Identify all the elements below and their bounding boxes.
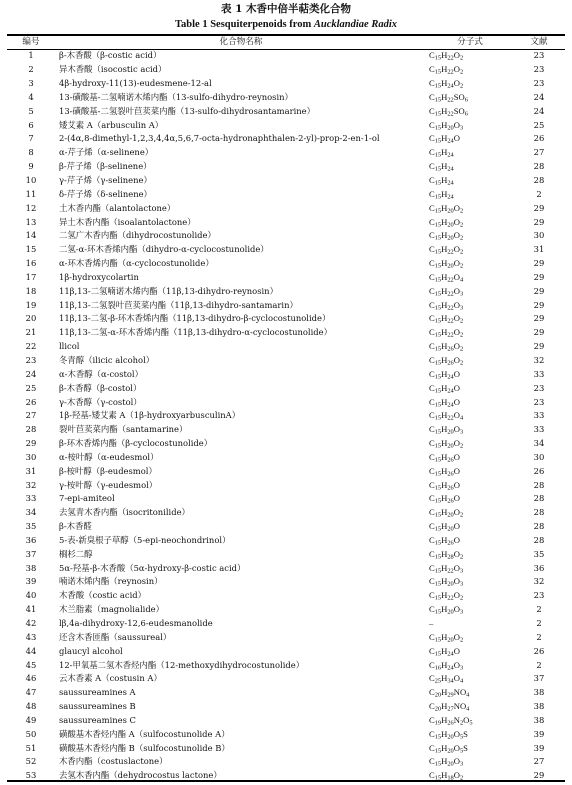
table-row <box>7 298 565 312</box>
compound-number: 44 <box>25 645 37 656</box>
compound-name: 1β-羟基-矮艾素 A（1β-hydroxyarbusculinA） <box>59 410 241 421</box>
table-row <box>7 561 565 575</box>
molecular-formula: $C_{15}H_{20}O_2$ <box>429 258 464 270</box>
table-row <box>7 229 565 243</box>
reference-number: 24 <box>533 91 545 102</box>
compound-number: 47 <box>25 687 37 698</box>
compound-number: 30 <box>25 451 37 462</box>
compound-number: 41 <box>25 604 37 615</box>
table-row <box>7 547 565 561</box>
reference-number: 2 <box>536 188 542 199</box>
reference-number: 23 <box>533 396 545 407</box>
reference-number: 30 <box>533 230 545 241</box>
reference-number: 37 <box>533 673 545 684</box>
compound-name: β-环木香烯内酯（β-cyclocostunolide） <box>59 438 213 449</box>
compound-name: δ-芹子烯（δ-selinene） <box>59 188 152 199</box>
compound-name: 1β-hydroxycolartin <box>59 271 139 282</box>
molecular-formula: $C_{15}H_{26}O_2$ <box>429 354 464 367</box>
compound-name: β-桉叶醇（β-eudesmol） <box>59 465 157 476</box>
compound-number: 22 <box>25 341 37 352</box>
compound-name: α-环木香烯内酯（α-cyclocostunolide） <box>59 258 214 269</box>
reference-number: 39 <box>533 742 545 753</box>
molecular-formula: $C_{15}H_{24}O$ <box>429 368 460 381</box>
compound-name: γ-桉叶醇（γ-eudesmol） <box>59 479 158 490</box>
compound-number: 15 <box>25 244 37 255</box>
molecular-formula: $C_{15}H_{22}O_2$ <box>429 244 464 256</box>
molecular-formula: $C_{15}H_{22}O_4$ <box>429 410 464 422</box>
table-row <box>7 381 565 395</box>
molecular-formula: $C_{15}H_{20}O_3$ <box>429 604 464 616</box>
table-row <box>7 423 565 437</box>
table-row <box>7 727 565 741</box>
compound-name: 二氢-α-环木香烯内酯（dihydro-α-cyclocostunolide） <box>59 244 269 255</box>
table-row <box>7 146 565 160</box>
table-row <box>7 589 565 603</box>
compound-name: 土木香内酯（alantolactone） <box>59 202 176 213</box>
compound-number: 39 <box>25 576 37 587</box>
molecular-formula: $C_{15}H_{20}O_2$ <box>429 230 464 242</box>
reference-number: 27 <box>533 756 545 767</box>
reference-number: 23 <box>533 64 545 75</box>
molecular-formula: $C_{15}H_{22}O_3$ <box>429 562 464 575</box>
compound-number: 32 <box>25 479 37 490</box>
molecular-formula: $C_{15}H_{22}SO_6$ <box>429 105 468 118</box>
molecular-formula: $C_{15}H_{26}O$ <box>429 534 460 547</box>
column-header-compound-name: 化合物名称 <box>219 37 263 47</box>
compound-number: 45 <box>25 659 37 670</box>
reference-number: 26 <box>533 133 545 144</box>
reference-number: 26 <box>533 645 545 656</box>
compound-name: 二氢广木香内酯（dihydrocostunolide） <box>59 230 216 241</box>
reference-number: 32 <box>533 576 545 587</box>
reference-number: 33 <box>533 424 545 435</box>
compound-name: 喃诺木烯内酯（reynosin） <box>59 576 163 587</box>
compound-name: 12-甲氧基二氢木香烃内酯（12-methoxydihydrocostunolide） <box>59 659 305 670</box>
compound-name: 13-磺酸基-二氢喃诺木烯内酯（13-sulfo-dihydro-reynosin） <box>59 91 293 102</box>
caption-en-source: Aucklandiae Radix <box>313 19 397 30</box>
table-row <box>7 520 565 534</box>
molecular-formula: $C_{15}H_{24}$ <box>429 161 454 173</box>
reference-number: 30 <box>533 451 545 462</box>
molecular-formula: $C_{15}H_{22}O_3$ <box>429 285 464 298</box>
reference-number: 29 <box>533 770 545 781</box>
reference-number: 29 <box>533 258 545 269</box>
table-row <box>7 437 565 451</box>
table-caption-english <box>0 18 572 31</box>
compound-name: 11β,13-二氢-β-环木香烯内酯（11β,13-dihydro-β-cyclocostunolide） <box>59 313 331 324</box>
table-row <box>7 575 565 589</box>
reference-number: 28 <box>533 161 545 172</box>
molecular-formula: $C_{15}H_{20}O_2$ <box>429 202 464 215</box>
compound-name: glaucyl alcohol <box>59 645 123 656</box>
reference-number: 31 <box>533 244 545 255</box>
molecular-formula: – <box>429 618 434 629</box>
compound-number: 16 <box>25 258 37 269</box>
compound-number: 20 <box>25 313 37 324</box>
table-row <box>7 77 565 91</box>
compound-name: 7-epi-amiteol <box>59 493 115 504</box>
compound-number: 33 <box>25 493 37 504</box>
compound-number: 24 <box>25 368 37 379</box>
reference-number: 23 <box>533 382 545 393</box>
molecular-formula: $C_{15}H_{22}O_2$ <box>429 50 464 62</box>
table-row <box>7 284 565 298</box>
compound-name: 11β,13-二氢喃诺木烯内酯（11β,13-dihydro-reynosin） <box>59 285 278 296</box>
reference-number: 29 <box>533 327 545 338</box>
compound-name: 2-(4α,8-dimethyl-1,2,3,4,4α,5,6,7-octa-hydronaphthalen-2-yl)-prop-2-en-1-ol <box>59 133 380 144</box>
table-row <box>7 201 565 215</box>
compound-name: β-木香醇（β-costol） <box>59 382 142 393</box>
molecular-formula: $C_{15}H_{24}O$ <box>429 396 460 409</box>
table-row <box>7 118 565 132</box>
compound-number: 8 <box>28 147 34 158</box>
header-row <box>7 36 565 49</box>
column-header-number: 编号 <box>22 37 40 47</box>
column-header-formula: 分子式 <box>457 37 483 47</box>
table-row <box>7 409 565 423</box>
table-row <box>7 603 565 617</box>
compound-number: 23 <box>25 354 37 365</box>
compound-name: 裂叶苣荬菜内酯（santamarine） <box>59 424 188 435</box>
compound-name: β-木香酸（β-costic acid） <box>59 50 162 61</box>
compound-name: 还含木香匝酯（saussureal） <box>59 631 172 642</box>
molecular-formula: $C_{15}H_{26}O$ <box>429 451 460 464</box>
compound-number: 6 <box>28 119 34 130</box>
reference-number: 35 <box>533 548 545 559</box>
table-row <box>7 630 565 644</box>
compound-name: llicol <box>59 341 80 352</box>
table-caption-chinese: 表 1 木香中倍半萜类化合物 <box>220 3 352 15</box>
molecular-formula: $C_{15}H_{26}O$ <box>429 493 460 505</box>
table-row <box>7 312 565 326</box>
reference-number: 34 <box>533 438 545 449</box>
compound-number: 49 <box>25 714 37 725</box>
table-row <box>7 354 565 368</box>
molecular-formula: $C_{15}H_{22}O_3$ <box>429 299 464 312</box>
reference-number: 28 <box>533 507 545 518</box>
molecular-formula: $C_{15}H_{24}O_2$ <box>429 78 464 90</box>
compound-number: 34 <box>25 507 37 518</box>
molecular-formula: $C_{15}H_{20}O_3$ <box>429 119 464 132</box>
table-row <box>7 714 565 728</box>
reference-number: 23 <box>533 78 545 89</box>
compound-name: 去氢木香内酯（dehydrocostus lactone） <box>59 770 222 781</box>
compound-number: 37 <box>25 548 37 559</box>
compound-number: 50 <box>25 728 37 739</box>
reference-number: 28 <box>533 534 545 545</box>
reference-number: 33 <box>533 368 545 379</box>
compound-name: γ-芹子烯（γ-selinene） <box>59 175 152 186</box>
compound-number: 4 <box>28 91 34 102</box>
compound-name: α-桉叶醇（α-eudesmol） <box>59 451 159 462</box>
compound-number: 27 <box>25 410 37 421</box>
compound-number: 51 <box>25 742 37 753</box>
table-row <box>7 755 565 769</box>
reference-number: 29 <box>533 341 545 352</box>
table-row <box>7 340 565 354</box>
compound-table <box>7 36 565 783</box>
molecular-formula: $C_{15}H_{24}$ <box>429 188 454 201</box>
compound-number: 9 <box>28 161 34 172</box>
compound-number: 12 <box>25 202 37 213</box>
molecular-formula: $C_{15}H_{22}O_2$ <box>429 590 464 602</box>
compound-name: 11β,13-二氢-α-环木香烯内酯（11β,13-dihydro-α-cyclocostunolide） <box>59 327 332 338</box>
reference-number: 29 <box>533 271 545 282</box>
table-row <box>7 700 565 714</box>
compound-number: 26 <box>25 396 37 407</box>
caption-en-prefix: Table 1 Sesquiterpenoids from <box>175 19 314 30</box>
table-row <box>7 450 565 464</box>
compound-number: 7 <box>28 133 34 144</box>
molecular-formula: $C_{15}H_{20}O_3$ <box>429 756 464 768</box>
molecular-formula: $C_{15}H_{22}O_4$ <box>429 271 464 284</box>
compound-name: lβ,4a-dihydroxy-12,6-eudesmanolide <box>59 618 213 629</box>
column-header-reference: 文献 <box>530 37 548 47</box>
reference-number: 32 <box>533 354 545 365</box>
compound-name: 异土木香内酯（isoalantolactone） <box>59 216 196 227</box>
reference-number: 38 <box>533 701 545 712</box>
table-row <box>7 644 565 658</box>
reference-number: 23 <box>533 590 545 601</box>
table-row <box>7 769 565 783</box>
table-row <box>7 160 565 174</box>
molecular-formula: $C_{15}H_{20}O_2$ <box>429 438 464 450</box>
compound-number: 38 <box>25 562 37 573</box>
table-row <box>7 658 565 672</box>
molecular-formula: $C_{15}H_{20}O_3$ <box>429 424 464 436</box>
table-row <box>7 271 565 285</box>
reference-number: 23 <box>533 50 545 61</box>
molecular-formula: $C_{15}H_{24}O$ <box>429 645 460 658</box>
molecular-formula: $C_{15}H_{18}O_2$ <box>429 770 464 782</box>
molecular-formula: $C_{16}H_{24}O_3$ <box>429 659 464 672</box>
compound-name: 榈杉二醇 <box>59 548 93 559</box>
table-row <box>7 741 565 755</box>
compound-name: 云木香素 A（costusin A） <box>59 673 162 684</box>
molecular-formula: $C_{15}H_{20}O$ <box>429 521 460 533</box>
compound-number: 35 <box>25 521 37 532</box>
table-row <box>7 617 565 631</box>
molecular-formula: $C_{15}H_{20}O_5S$ <box>429 728 468 741</box>
compound-number: 17 <box>25 271 37 282</box>
table-row <box>7 326 565 340</box>
molecular-formula: $C_{15}H_{20}O_2$ <box>429 631 464 644</box>
compound-name: saussureamines A <box>59 687 136 698</box>
molecular-formula: $C_{15}H_{22}O_2$ <box>429 64 464 76</box>
compound-number: 42 <box>25 618 37 629</box>
molecular-formula: $C_{15}H_{24}O$ <box>429 133 460 145</box>
compound-name: 异木香酸（isocostic acid） <box>59 64 167 75</box>
compound-number: 52 <box>25 756 37 767</box>
compound-name: 去氢青木香内酯（isocritonilide） <box>59 507 190 518</box>
compound-number: 46 <box>25 673 37 684</box>
table-row <box>7 257 565 271</box>
compound-number: 19 <box>25 299 37 310</box>
compound-name: γ-木香醇（γ-costol） <box>59 396 142 407</box>
reference-number: 24 <box>533 105 545 116</box>
reference-number: 28 <box>533 175 545 186</box>
molecular-formula: $C_{15}H_{20}O_2$ <box>429 507 464 519</box>
compound-number: 29 <box>25 438 37 449</box>
reference-number: 33 <box>533 410 545 421</box>
table-row <box>7 63 565 77</box>
reference-number: 36 <box>533 562 545 573</box>
compound-number: 1 <box>28 50 34 61</box>
molecular-formula: $C_{15}H_{20}O_5S$ <box>429 742 468 755</box>
table-row <box>7 91 565 105</box>
table-row <box>7 104 565 118</box>
table-row <box>7 243 565 257</box>
compound-name: 木香内酯（costuslactone） <box>59 756 168 767</box>
compound-number: 18 <box>25 285 37 296</box>
reference-number: 2 <box>536 659 542 670</box>
compound-name: α-木香醇（α-costol） <box>59 368 143 379</box>
compound-number: 53 <box>25 770 37 781</box>
reference-number: 28 <box>533 493 545 504</box>
compound-name: 木香酸（costic acid） <box>59 590 147 601</box>
molecular-formula: $C_{15}H_{26}O_2$ <box>429 341 464 353</box>
compound-number: 3 <box>28 78 34 89</box>
compound-number: 31 <box>25 465 37 476</box>
molecular-formula: $C_{20}H_{27}NO_4$ <box>429 701 470 713</box>
reference-number: 25 <box>533 119 545 130</box>
reference-number: 2 <box>536 604 542 615</box>
reference-number: 39 <box>533 728 545 739</box>
molecular-formula: $C_{15}H_{24}O$ <box>429 382 460 395</box>
compound-number: 48 <box>25 701 37 712</box>
reference-number: 38 <box>533 687 545 698</box>
reference-number: 38 <box>533 714 545 725</box>
compound-name: saussureamines C <box>59 714 136 725</box>
molecular-formula: $C_{15}H_{20}O_2$ <box>429 216 464 229</box>
table-body <box>7 49 565 783</box>
molecular-formula: $C_{15}H_{26}O$ <box>429 465 460 478</box>
compound-number: 14 <box>25 230 37 241</box>
table-row <box>7 534 565 548</box>
compound-name: β-木香醛 <box>59 521 92 532</box>
reference-number: 29 <box>533 285 545 296</box>
table-row <box>7 672 565 686</box>
reference-number: 29 <box>533 202 545 213</box>
reference-number: 29 <box>533 313 545 324</box>
molecular-formula: $C_{25}H_{34}O_4$ <box>429 673 464 685</box>
table-row <box>7 49 565 63</box>
reference-number: 28 <box>533 479 545 490</box>
molecular-formula: $C_{15}H_{24}$ <box>429 175 454 187</box>
compound-name: 5-表-新臭根子草醇（5-epi-neochondrinol） <box>59 534 231 545</box>
table-row <box>7 492 565 506</box>
table-row <box>7 187 565 201</box>
compound-number: 11 <box>25 188 37 199</box>
molecular-formula: $C_{15}H_{24}$ <box>429 147 454 159</box>
compound-number: 2 <box>28 64 34 75</box>
molecular-formula: $C_{15}H_{22}SO_6$ <box>429 91 468 104</box>
table-row <box>7 174 565 188</box>
reference-number: 29 <box>533 216 545 227</box>
reference-number: 27 <box>533 147 545 158</box>
compound-name: 5α-羟基-β-木香酸（5α-hydroxy-β-costic acid） <box>59 562 246 573</box>
compound-number: 43 <box>25 631 37 642</box>
compound-name: 磺酸基木香烃内酯 A（sulfocostunolide A） <box>59 728 230 739</box>
table-row <box>7 132 565 146</box>
reference-number: 2 <box>536 631 542 642</box>
reference-number: 2 <box>536 618 542 629</box>
table-row <box>7 506 565 520</box>
compound-number: 36 <box>25 534 37 545</box>
compound-name: 木兰脂素（magnolialide） <box>59 604 165 615</box>
molecular-formula: $C_{19}H_{26}N_2O_5$ <box>429 714 473 727</box>
compound-name: 冬青醇（ilicic alcohol） <box>59 354 155 365</box>
molecular-formula: $C_{20}H_{29}NO_4$ <box>429 687 470 699</box>
table-row <box>7 215 565 229</box>
compound-name: 4β-hydroxy-11(13)-eudesmene-12-al <box>59 78 212 89</box>
table-row <box>7 395 565 409</box>
compound-number: 10 <box>25 175 37 186</box>
compound-number: 25 <box>25 382 37 393</box>
molecular-formula: $C_{15}H_{26}O$ <box>429 479 460 492</box>
reference-number: 26 <box>533 465 545 476</box>
table-row <box>7 367 565 381</box>
compound-name: 11β,13-二氢裂叶苣荬菜内酯（11β,13-dihydro-santamarin） <box>59 299 298 310</box>
compound-name: β-芹子烯（β-selinene） <box>59 161 152 172</box>
compound-name: α-芹子烯（α-selinene） <box>59 147 154 158</box>
molecular-formula: $C_{15}H_{20}O_3$ <box>429 576 464 588</box>
compound-number: 40 <box>25 590 37 601</box>
compound-name: 矮艾素 A（arbusculin A） <box>59 119 164 130</box>
compound-number: 5 <box>28 105 34 116</box>
molecular-formula: $C_{15}H_{22}O_2$ <box>429 327 464 339</box>
compound-name: 磺酸基木香烃内酯 B（sulfocostunolide B） <box>59 742 230 753</box>
compound-number: 21 <box>25 327 37 338</box>
table-row <box>7 464 565 478</box>
reference-number: 28 <box>533 521 545 532</box>
molecular-formula: $C_{15}H_{22}O_2$ <box>429 313 464 325</box>
table-row <box>7 686 565 700</box>
table-row <box>7 478 565 492</box>
molecular-formula: $C_{15}H_{28}O_2$ <box>429 548 464 561</box>
compound-number: 13 <box>25 216 37 227</box>
compound-name: 13-磺酸基-二氢裂叶苣荬菜内酯（13-sulfo-dihydrosantamarine） <box>59 105 315 116</box>
reference-number: 29 <box>533 299 545 310</box>
compound-name: saussureamines B <box>59 701 136 712</box>
compound-number: 28 <box>25 424 37 435</box>
